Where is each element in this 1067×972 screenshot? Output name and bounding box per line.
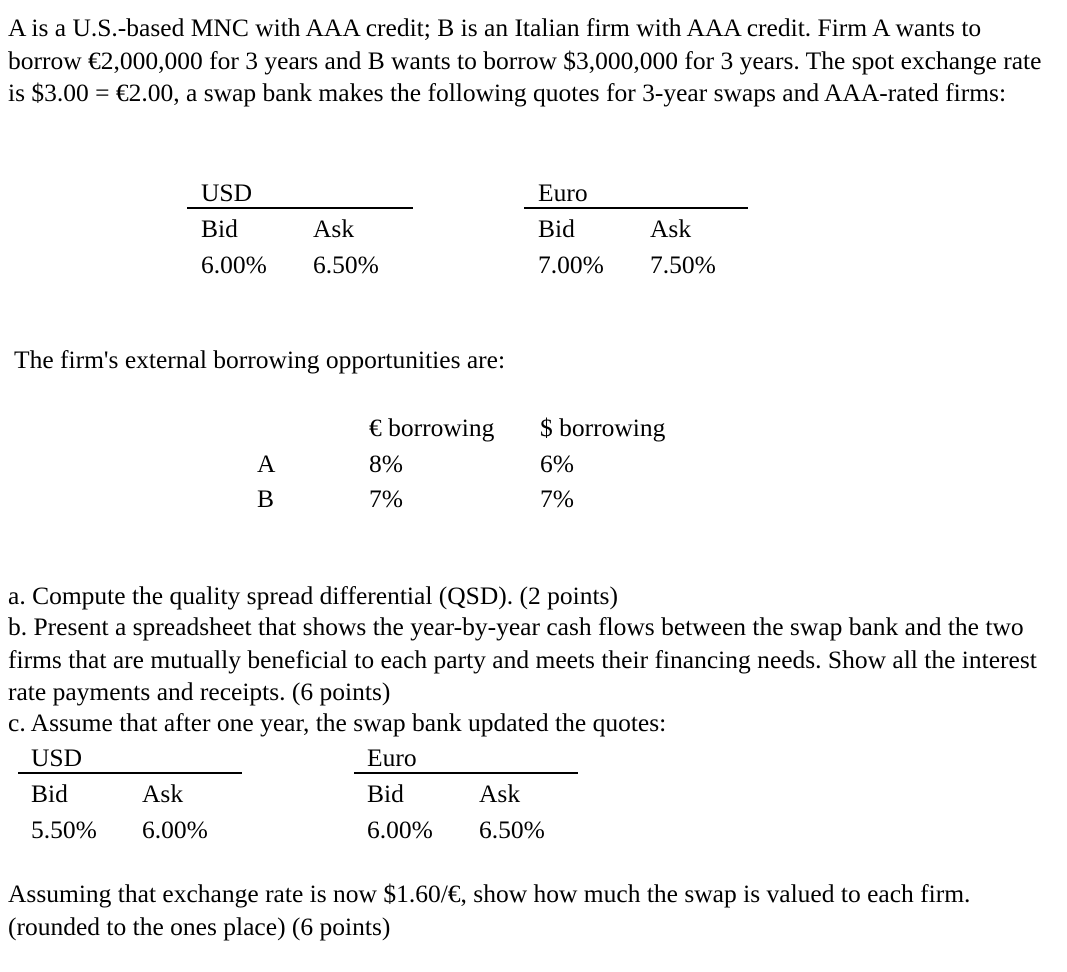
final-paragraph: Assuming that exchange rate is now $1.60/€, show how much the swap is valued to each firm. (rounded to the ones place) (6 points) bbox=[8, 879, 971, 941]
euro-borrowing-header: € borrowing bbox=[369, 413, 495, 442]
usd-bid-label: Bid bbox=[201, 214, 238, 243]
euro-bid-label-updated: Bid bbox=[367, 779, 404, 808]
euro-header-updated: Euro bbox=[367, 743, 417, 772]
euro-ask-label: Ask bbox=[650, 214, 692, 243]
firm-a-label: A bbox=[257, 449, 276, 478]
usd-bid-value: 6.00% bbox=[201, 250, 267, 279]
usd-borrowing-header: $ borrowing bbox=[540, 413, 666, 442]
firm-b-label: B bbox=[257, 484, 275, 513]
euro-header: Euro bbox=[538, 178, 588, 207]
usd-header: USD bbox=[201, 178, 253, 207]
usd-ask-value: 6.50% bbox=[313, 250, 379, 279]
firm-b-usd-rate: 7% bbox=[540, 484, 574, 513]
euro-divider bbox=[524, 207, 748, 209]
question-b: b. Present a spreadsheet that shows the year-by-year cash flows between the swap bank and the two firms that are mutually beneficial to each party and meets their financing needs. Show all the interest rate payments and receipts. (6 points) bbox=[8, 612, 1037, 706]
euro-divider-updated bbox=[354, 772, 578, 774]
euro-ask-label-updated: Ask bbox=[479, 779, 521, 808]
euro-bid-value-updated: 6.00% bbox=[367, 815, 433, 844]
euro-ask-value: 7.50% bbox=[650, 250, 716, 279]
intro-paragraph: A is a U.S.-based MNC with AAA credit; B is an Italian firm with AAA credit. Firm A wants to borrow €2,000,000 for 3 years and B wants to borrow $3,000,000 for 3 years. The spot exchange rate is $3.00 = €2.00, a swap bank makes the following quotes for 3-year swaps and AAA-rated firms: bbox=[8, 13, 1042, 107]
usd-divider-updated bbox=[18, 772, 242, 774]
euro-ask-value-updated: 6.50% bbox=[479, 815, 545, 844]
firm-a-euro-rate: 8% bbox=[369, 449, 403, 478]
usd-bid-label-updated: Bid bbox=[31, 779, 68, 808]
firm-a-usd-rate: 6% bbox=[540, 449, 574, 478]
usd-ask-label-updated: Ask bbox=[142, 779, 184, 808]
usd-divider bbox=[187, 207, 413, 209]
question-c: c. Assume that after one year, the swap bank updated the quotes: bbox=[8, 708, 667, 737]
euro-bid-value: 7.00% bbox=[538, 250, 604, 279]
usd-ask-value-updated: 6.00% bbox=[142, 815, 208, 844]
usd-ask-label: Ask bbox=[313, 214, 355, 243]
usd-bid-value-updated: 5.50% bbox=[31, 815, 97, 844]
firm-b-euro-rate: 7% bbox=[369, 484, 403, 513]
euro-bid-label: Bid bbox=[538, 214, 575, 243]
borrowing-heading: The firm's external borrowing opportunities are: bbox=[14, 345, 506, 374]
usd-header-updated: USD bbox=[31, 743, 83, 772]
question-a: a. Compute the quality spread differential (QSD). (2 points) bbox=[8, 581, 618, 610]
